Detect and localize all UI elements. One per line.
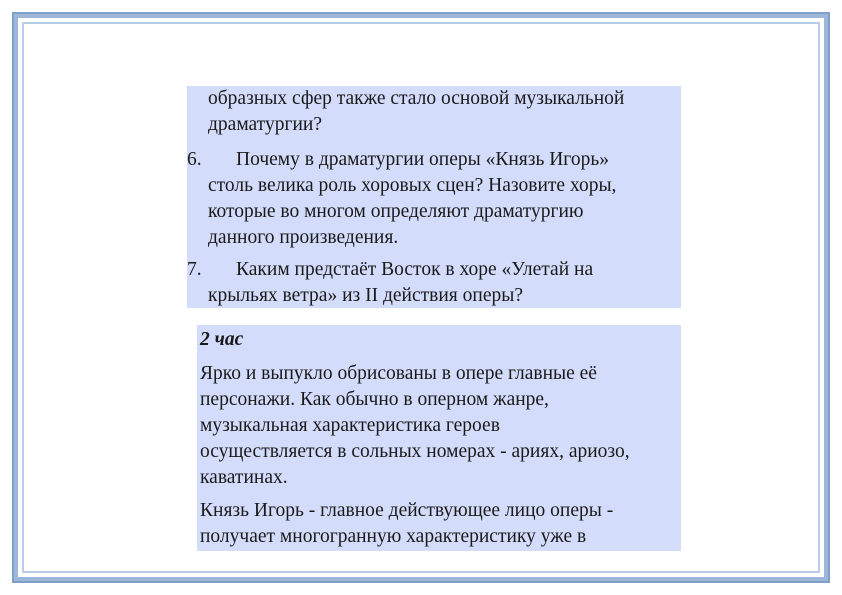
lesson-text-block [197,325,681,551]
item-7-line-2: крыльях ветра» из II действия оперы? [208,285,523,306]
item-6-line-1: Почему в драматургии оперы «Князь Игорь» [236,149,609,170]
item-6-line-2: столь велика роль хоровых сцен? Назовите хоры, [208,175,617,196]
intro-line-2: драматургии? [208,114,322,135]
para-1-line-5: каватинах. [200,467,288,488]
intro-line-1: образных сфер также стало основой музыкальной [208,88,625,109]
item-7-line-1: Каким предстаёт Восток в хоре «Улетай на [236,259,594,280]
section-heading: 2 час [200,329,244,350]
para-1-line-4: осуществляется в сольных номерах - ариях, ариозо, [200,441,630,462]
item-7-number: 7. [187,259,202,280]
para-1-line-2: персонажи. Как обычно в оперном жанре, [200,389,549,410]
item-6-line-4: данного произведения. [208,227,399,248]
para-2-line-2: получает многогранную характеристику уже в [200,526,587,547]
para-1-line-3: музыкальная характеристика героев [200,415,500,436]
item-6-line-3: которые во многом определяют драматургию [208,201,584,222]
questions-text-block [187,86,681,308]
para-2-line-1: Князь Игорь - главное действующее лицо оперы - [200,500,614,521]
item-6-number: 6. [187,149,202,170]
para-1-line-1: Ярко и выпукло обрисованы в опере главные её [200,363,597,384]
